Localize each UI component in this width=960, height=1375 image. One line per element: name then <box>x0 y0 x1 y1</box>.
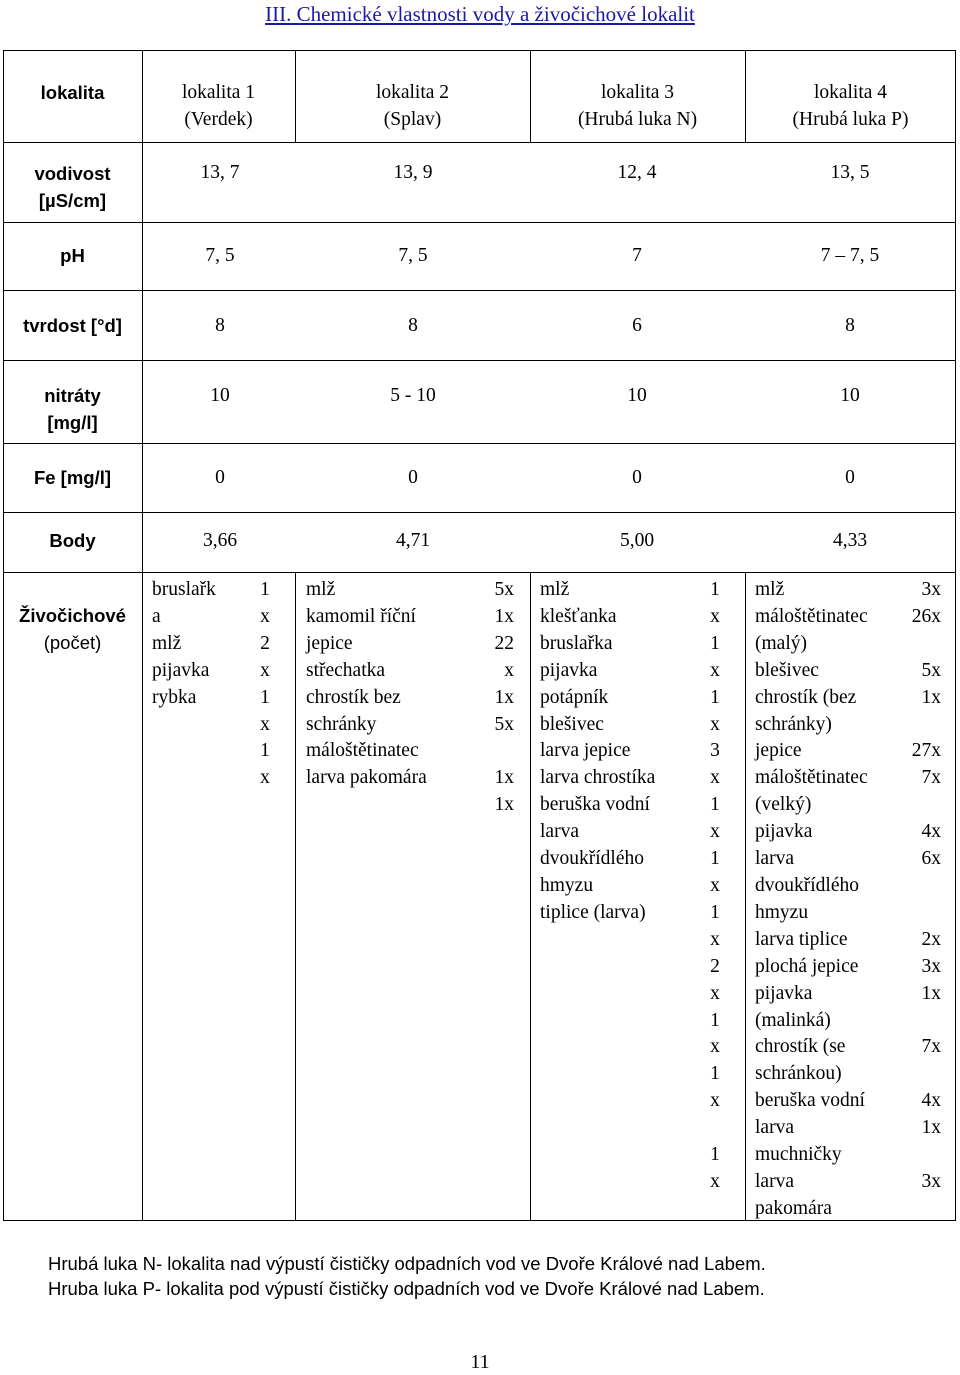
animal-name: schránkou) <box>755 1063 842 1085</box>
column-divider <box>530 572 531 1221</box>
cell-vodivost-l4: 13, 5 <box>830 162 870 183</box>
animal-name: máloštětinatec <box>306 740 419 762</box>
label-line: (počet) <box>43 631 102 653</box>
animal-count: x <box>710 767 720 789</box>
row-label-ph: pH <box>60 245 85 266</box>
animal-count: x <box>710 1170 720 1192</box>
row-label-animals <box>3 603 142 657</box>
animal-name: schránky <box>306 713 377 735</box>
animal-count: x <box>710 605 720 627</box>
row-label-nitraty <box>3 383 142 437</box>
animal-name: hmyzu <box>540 874 594 896</box>
animal-name: dvoukřídlého <box>540 848 644 870</box>
cell-tvrdost-l1: 8 <box>215 315 225 336</box>
animal-name: mlž <box>306 579 336 600</box>
header-sub: (Hrubá luka N) <box>577 108 698 130</box>
animal-count: 7x <box>921 1036 941 1058</box>
animal-count: 26x <box>911 605 941 627</box>
row-label-tvrdost: tvrdost [°d] <box>23 315 122 336</box>
cell-nitraty-l4: 10 <box>840 385 860 406</box>
animal-count: 1 <box>710 848 720 870</box>
animal-count: x <box>260 659 270 681</box>
animal-count: x <box>710 713 720 735</box>
animal-count: 1 <box>710 1144 720 1166</box>
animal-list-l3 <box>540 577 655 927</box>
animal-list-l4 <box>755 577 868 1223</box>
cell-body-l3: 5,00 <box>619 530 655 551</box>
animal-count: 1x <box>921 982 941 1004</box>
animal-count: 6x <box>921 848 941 870</box>
animal-name: a <box>152 605 161 627</box>
cell-tvrdost-l4: 8 <box>845 315 855 336</box>
cell-vodivost-l3: 12, 4 <box>617 162 657 183</box>
column-divider <box>295 572 296 1221</box>
animal-name: (malý) <box>755 632 807 654</box>
cell-nitraty-l1: 10 <box>210 385 230 406</box>
animal-count: 1 <box>710 794 720 816</box>
row-label-body: Body <box>49 530 96 551</box>
label-line: Živočichové <box>19 605 126 626</box>
animal-count: 2 <box>710 955 720 977</box>
column-divider <box>745 572 746 1221</box>
animal-count: x <box>260 713 270 735</box>
cell-tvrdost-l2: 8 <box>408 315 418 336</box>
animal-count <box>895 631 941 658</box>
animal-name: mlž <box>540 579 570 600</box>
animal-name: muchničky <box>755 1144 842 1166</box>
animal-count <box>895 712 941 739</box>
animal-count <box>895 1061 941 1088</box>
cell-nitraty-l2: 5 - 10 <box>390 385 436 406</box>
animal-count: x <box>710 1036 720 1058</box>
animal-name: plochá jepice <box>755 955 859 977</box>
animal-count: 1x <box>494 767 514 789</box>
animal-name: klešťanka <box>540 605 617 627</box>
animal-list-l2 <box>306 577 427 792</box>
animal-counts-l2 <box>470 577 514 819</box>
header-sub: (Verdek) <box>184 108 253 130</box>
cell-ph-l3: 7 <box>632 245 642 266</box>
animal-count <box>895 873 941 900</box>
animal-count: 1 <box>710 1009 720 1031</box>
animal-count: 1 <box>710 632 720 654</box>
animal-count: 3x <box>921 1170 941 1192</box>
animal-name: pijavka <box>755 982 813 1004</box>
animal-name: larva tiplice <box>755 928 848 950</box>
animal-name: rybka <box>152 686 197 708</box>
label-line: [mg/l] <box>47 411 98 433</box>
animal-count: 5x <box>921 659 941 681</box>
header-lokalita-4 <box>745 80 956 134</box>
animal-count: 5x <box>494 579 514 600</box>
animal-count: 1x <box>494 794 514 816</box>
animal-name: pijavka <box>540 659 598 681</box>
cell-body-l4: 4,33 <box>832 530 868 551</box>
animal-name: pakomára <box>755 1197 832 1219</box>
animal-name: pijavka <box>755 821 813 843</box>
header-sub: (Hrubá luka P) <box>792 108 909 130</box>
animal-count: 22 <box>494 632 514 654</box>
animal-count: 3 <box>710 740 720 762</box>
animal-count: 1 <box>710 901 720 923</box>
animal-name: beruška vodní <box>755 1090 865 1112</box>
table-row-divider <box>3 512 956 513</box>
animal-count: 1 <box>260 579 270 600</box>
animal-name: tiplice (larva) <box>540 901 646 923</box>
animal-count: 4x <box>921 821 941 843</box>
footnote-p: Hruba luka P- lokalita pod výpustí čističky odpadních vod ve Dvoře Králové nad Labem. <box>48 1278 765 1299</box>
animal-name: máloštětinatec <box>755 767 868 789</box>
animal-name: larva <box>755 1170 794 1192</box>
animal-count: 3x <box>921 955 941 977</box>
cell-nitraty-l3: 10 <box>627 385 647 406</box>
header-lokalita-1 <box>142 80 295 134</box>
animal-count: 1 <box>710 1063 720 1085</box>
animal-count: 1x <box>494 605 514 627</box>
animal-count <box>470 738 514 765</box>
animal-name: larva <box>755 848 794 870</box>
cell-vodivost-l2: 13, 9 <box>393 162 433 183</box>
animal-counts-l4 <box>895 577 941 1196</box>
label-line: vodivost <box>34 163 111 184</box>
animal-count: 2 <box>260 632 270 654</box>
animal-count <box>700 1115 730 1142</box>
column-divider <box>142 50 143 1221</box>
animal-name: blešivec <box>755 659 819 681</box>
animal-name: potápník <box>540 686 609 708</box>
cell-fe-l2: 0 <box>408 467 418 488</box>
header-name: lokalita 4 <box>813 82 888 103</box>
animal-count: 3x <box>921 579 941 600</box>
animal-count: 1 <box>260 686 270 708</box>
animal-count: 4x <box>921 1090 941 1112</box>
animal-name: beruška vodní <box>540 794 650 816</box>
animal-name: hmyzu <box>755 901 809 923</box>
animal-count: 1 <box>260 740 270 762</box>
cell-fe-l1: 0 <box>215 467 225 488</box>
animal-count: 2x <box>921 928 941 950</box>
header-lokalita-2 <box>295 80 530 134</box>
animal-count: x <box>260 605 270 627</box>
animal-name: (malinká) <box>755 1009 831 1031</box>
animal-count: x <box>710 659 720 681</box>
cell-fe-l4: 0 <box>845 467 855 488</box>
page-title: III. Chemické vlastnosti vody a živočichové lokalit <box>265 2 695 26</box>
animal-count: 1x <box>494 686 514 708</box>
animal-name: střechatka <box>306 659 386 681</box>
table-row-divider <box>3 443 956 444</box>
label-line: nitráty <box>44 385 101 406</box>
animal-name: (velký) <box>755 794 812 816</box>
cell-body-l2: 4,71 <box>395 530 431 551</box>
animal-name: blešivec <box>540 713 604 735</box>
animal-count <box>895 1142 941 1169</box>
animal-name: larva jepice <box>540 740 631 762</box>
animal-name: pijavka <box>152 659 210 681</box>
animal-list-l1 <box>152 577 216 712</box>
cell-body-l1: 3,66 <box>202 530 238 551</box>
table-row-divider <box>3 142 956 143</box>
animal-count <box>895 1008 941 1035</box>
row-label-fe: Fe [mg/l] <box>33 467 112 488</box>
animal-counts-l3 <box>700 577 730 1196</box>
row-label-vodivost <box>3 161 142 215</box>
header-lokalita: lokalita <box>40 82 105 103</box>
animal-name: chrostík bez <box>306 686 401 708</box>
animal-count: x <box>710 982 720 1004</box>
animal-count: 1x <box>921 1117 941 1139</box>
table-row-divider <box>3 572 956 573</box>
label-line: [µS/cm] <box>38 189 107 211</box>
animal-name: chrostík (se <box>755 1036 846 1058</box>
animal-count: 1 <box>710 579 720 600</box>
animal-name: dvoukřídlého <box>755 874 859 896</box>
animal-name: kamomil říční <box>306 605 416 627</box>
cell-ph-l4: 7 – 7, 5 <box>820 245 880 266</box>
animal-count: 1x <box>921 686 941 708</box>
cell-tvrdost-l3: 6 <box>632 315 642 336</box>
header-name: lokalita 2 <box>375 82 450 103</box>
header-sub: (Splav) <box>383 108 442 130</box>
animal-name: larva <box>755 1117 794 1139</box>
table-row-divider <box>3 222 956 223</box>
page-number: 11 <box>470 1351 490 1373</box>
animal-counts-l1 <box>250 577 280 792</box>
footnote-n: Hrubá luka N- lokalita nad výpustí čističky odpadních vod ve Dvoře Králové nad Labem. <box>48 1253 766 1274</box>
table-row-divider <box>3 360 956 361</box>
animal-count: x <box>710 874 720 896</box>
animal-count: 1 <box>710 686 720 708</box>
table-row-divider <box>3 290 956 291</box>
animal-count: x <box>504 659 514 681</box>
animal-name: bruslařk <box>152 579 216 600</box>
animal-name: chrostík (bez <box>755 686 857 708</box>
animal-name: schránky) <box>755 713 832 735</box>
cell-ph-l1: 7, 5 <box>205 245 235 266</box>
animal-count <box>895 900 941 927</box>
animal-name: mlž <box>755 579 785 600</box>
cell-vodivost-l1: 13, 7 <box>200 162 240 183</box>
animal-name: jepice <box>755 740 802 762</box>
animal-count: x <box>260 767 270 789</box>
animal-count: x <box>710 821 720 843</box>
cell-fe-l3: 0 <box>632 467 642 488</box>
animal-count: x <box>710 1090 720 1112</box>
animal-count: 27x <box>911 740 941 762</box>
header-name: lokalita 3 <box>600 82 675 103</box>
animal-name: jepice <box>306 632 353 654</box>
animal-count: 7x <box>921 767 941 789</box>
cell-ph-l2: 7, 5 <box>398 245 428 266</box>
animal-name: larva chrostíka <box>540 767 656 789</box>
animal-name: máloštětinatec <box>755 605 868 627</box>
animal-count: x <box>710 928 720 950</box>
header-name: lokalita 1 <box>181 82 256 103</box>
animal-name: larva pakomára <box>306 767 427 789</box>
animal-name: mlž <box>152 632 182 654</box>
animal-count: 5x <box>494 713 514 735</box>
animal-count <box>895 792 941 819</box>
animal-name: larva <box>540 821 579 843</box>
animal-name: bruslařka <box>540 632 613 654</box>
header-lokalita-3 <box>530 80 745 134</box>
